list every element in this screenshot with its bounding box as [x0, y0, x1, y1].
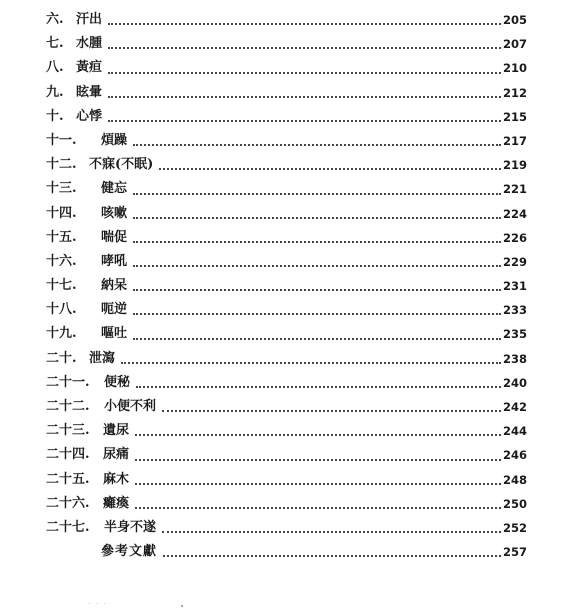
dot-leader: [159, 146, 501, 170]
toc-entry-page: 246: [503, 448, 528, 463]
toc-entry-title: 水腫: [76, 36, 103, 52]
toc-entry-number: 六.: [46, 12, 64, 27]
toc-entry-page: 215: [503, 109, 528, 124]
toc-reference-page: 257: [503, 545, 528, 560]
toc-entry-page: 242: [503, 400, 528, 414]
toc-entry-title: 咳嗽: [101, 205, 128, 221]
toc-entry-title: 麻木: [103, 471, 130, 487]
dot-leader: [162, 388, 501, 412]
toc-entry-number: 十.: [46, 108, 64, 124]
toc-entry-page: 252: [503, 520, 528, 535]
toc-entry-number: 二十七.: [46, 519, 90, 535]
dot-leader: [133, 170, 501, 194]
dot-leader: [135, 436, 501, 460]
toc-entry-number: 二十六.: [46, 495, 90, 511]
toc-entry-title: 心悸: [76, 108, 103, 124]
table-of-contents: [0, 8, 569, 564]
toc-entry-page: 226: [503, 230, 528, 245]
dot-leader: [133, 243, 501, 267]
toc-entry-title: 汗出: [76, 12, 103, 27]
toc-entry-page: 205: [503, 13, 528, 27]
dot-leader: [108, 74, 501, 98]
toc-entry-page: 219: [503, 158, 528, 173]
toc-entry-title: 尿痛: [103, 447, 130, 463]
toc-entry-page: 235: [503, 327, 528, 342]
toc-entry-page: 231: [503, 279, 528, 294]
dot-leader: [108, 25, 501, 49]
toc-entry-page: 221: [503, 182, 528, 197]
dot-leader: [136, 364, 501, 388]
toc-entry-title: 泄瀉: [89, 350, 116, 366]
toc-entry-page: 233: [503, 303, 528, 318]
dot-leader: [135, 485, 501, 509]
dot-leader: [108, 98, 501, 122]
toc-entry-number: 二十三.: [46, 423, 90, 439]
toc-entry-number: 十四.: [46, 205, 77, 221]
toc-entry-number: 十五.: [46, 229, 77, 245]
dot-leader: [133, 315, 501, 339]
toc-entry-number: 八.: [46, 60, 64, 76]
dot-leader: [133, 195, 501, 219]
toc-entry-page: 229: [503, 254, 528, 269]
toc-entry-title: 小便不利: [104, 399, 157, 414]
dot-leader: [163, 533, 501, 557]
toc-entry-title: 喘促: [101, 229, 128, 245]
toc-entry-number: 二十四.: [46, 447, 90, 463]
dot-leader: [121, 340, 501, 364]
toc-entry-title: 納呆: [101, 278, 128, 294]
toc-entry-number: 九.: [46, 84, 64, 100]
toc-entry-page: 250: [503, 496, 528, 511]
toc-entry-title: 嘔吐: [101, 326, 128, 342]
toc-entry-number: 二十一.: [46, 374, 90, 390]
dot-leader: [133, 219, 501, 243]
dot-leader: [108, 49, 501, 73]
toc-reference-entry[interactable]: [0, 540, 569, 564]
scan-speck: [181, 605, 183, 607]
toc-entry-page: 248: [503, 472, 528, 487]
dot-leader: [133, 122, 501, 146]
toc-entry-number: 十六.: [46, 253, 77, 269]
toc-entry-title: 眩暈: [76, 84, 103, 100]
dot-leader: [133, 267, 501, 291]
toc-entry-number: 七.: [46, 36, 64, 52]
toc-entry-title: 黃疸: [76, 60, 103, 76]
toc-entry-page: 238: [503, 351, 528, 366]
toc-entry-title: 健忘: [101, 181, 128, 197]
toc-entry-page: 240: [503, 375, 528, 390]
toc-entry-page: 210: [503, 61, 528, 76]
toc-entry-page: 212: [503, 85, 528, 100]
toc-entry-number: 十二.: [46, 157, 77, 173]
dot-leader: [135, 461, 501, 485]
dot-leader: [133, 291, 501, 315]
toc-entry-page: 224: [503, 206, 528, 221]
toc-entry-number: 十三.: [46, 181, 77, 197]
toc-entry-page: 207: [503, 37, 528, 52]
toc-entry-title: 癱瘓: [103, 495, 130, 511]
dot-leader: [135, 412, 501, 436]
toc-entry-title: 遺尿: [103, 423, 130, 439]
toc-entry-title: 半身不遂: [104, 519, 157, 535]
toc-entry-number: 十七.: [46, 278, 77, 294]
toc-entry-page: 217: [503, 133, 528, 148]
toc-entry-title: 哮吼: [101, 253, 128, 269]
toc-entry-title: 呃逆: [101, 302, 128, 318]
toc-reference-title: 參考文獻: [101, 544, 158, 560]
toc-entry-number: 二十五.: [46, 471, 90, 487]
toc-entry-title: 便秘: [104, 374, 131, 390]
toc-entry-title: 不寐(不眠): [89, 157, 154, 173]
dot-leader: [108, 1, 501, 25]
toc-entry-number: 二十.: [46, 350, 77, 366]
dot-leader: [162, 509, 501, 533]
toc-entry-number: 十一.: [46, 132, 77, 148]
toc-entry-number: 十九.: [46, 326, 77, 342]
scan-specks: · · ·: [88, 601, 108, 608]
toc-entry-number: 十八.: [46, 302, 77, 318]
toc-entry-title: 煩躁: [101, 132, 128, 148]
toc-entry-number: 二十二.: [46, 399, 90, 414]
toc-entry-page: 244: [503, 424, 528, 439]
